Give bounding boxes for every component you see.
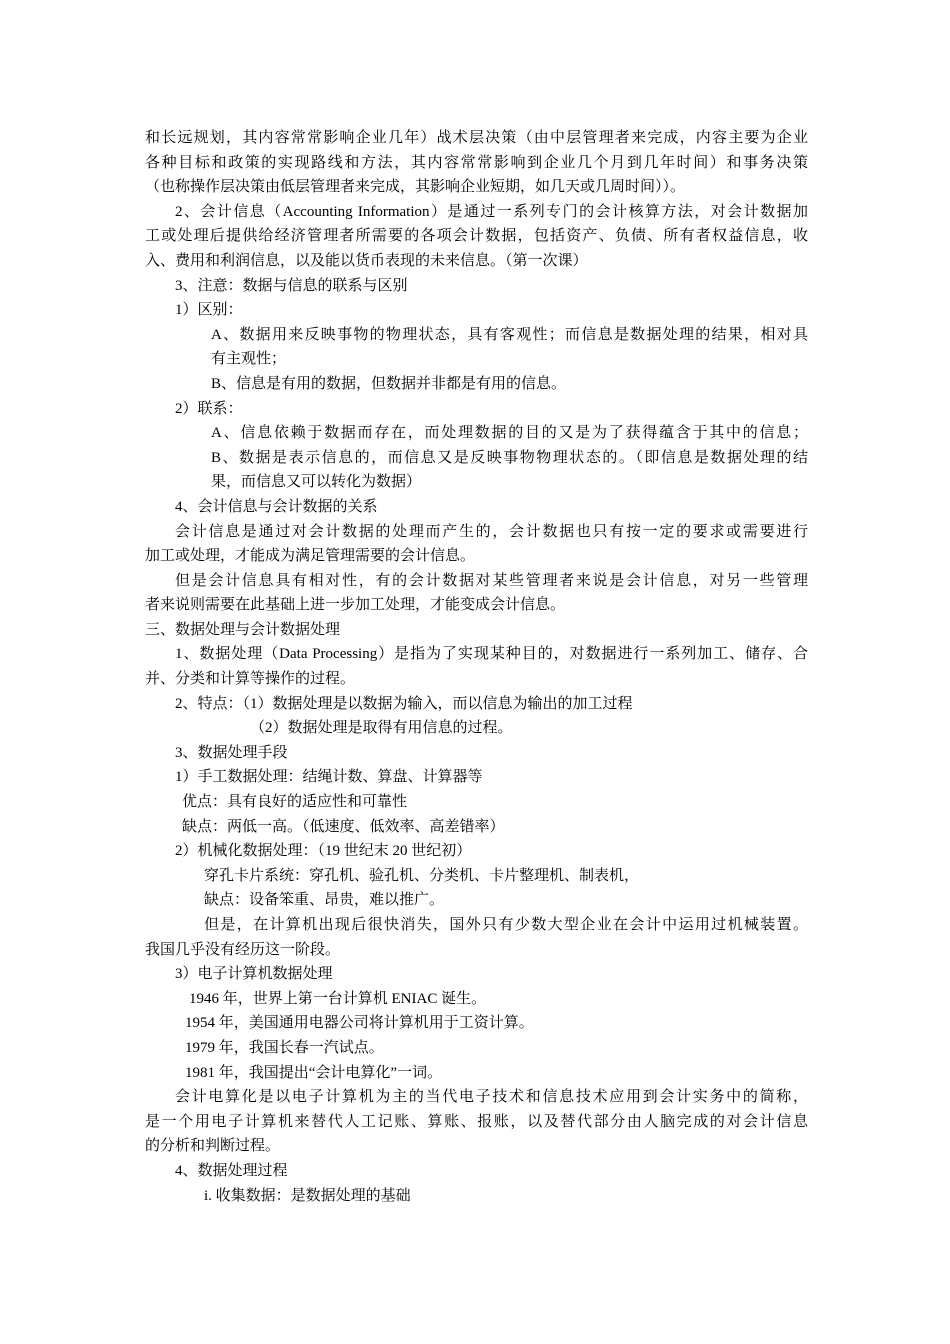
text-line: 但是会计信息具有相对性，有的会计数据对某些管理者来说是会计信息，对另一些管理 xyxy=(175,572,808,589)
text-line: （也称操作层决策由低层管理者来完成，其影响企业短期，如几天或几周时间））。 xyxy=(145,179,686,196)
text-line: 会计信息是通过对会计数据的处理而产生的，会计数据也只有按一定的要求或需要进行 xyxy=(175,523,808,540)
text-line: 的分析和判断过程。 xyxy=(145,1138,281,1155)
text-line: 工或处理后提供给经济管理者所需要的各项会计数据，包括资产、负债、所有者权益信息，收 xyxy=(145,228,808,245)
text-line: B、数据是表示信息的，而信息又是反映事物物理状态的。（即信息是数据处理的结 xyxy=(211,449,808,466)
text-line: 1979 年，我国长春一汽试点。 xyxy=(185,1039,384,1056)
text-line: 是一个用电子计算机来替代人工记账、算账、报账，以及替代部分由人脑完成的对会计信息 xyxy=(145,1113,808,1130)
text-line: A、信息依赖于数据而存在，而处理数据的目的又是为了获得蕴含于其中的信息； xyxy=(211,425,808,442)
text-line: 三、数据处理与会计数据处理 xyxy=(145,621,341,638)
text-line: 1981 年，我国提出“会计电算化”一词。 xyxy=(185,1064,443,1081)
text-line: B、信息是有用的数据，但数据并非都是有用的信息。 xyxy=(211,375,567,392)
text-line: 各种目标和政策的实现路线和方法，其内容常常影响到企业几个月到几年时间）和事务决策 xyxy=(145,154,808,171)
text-line: 有主观性； xyxy=(211,351,287,368)
text-line: 果，而信息又可以转化为数据） xyxy=(211,474,422,491)
text-line: i. 收集数据：是数据处理的基础 xyxy=(204,1187,411,1204)
text-line: 2、会计信息（Accounting Information）是通过一系列专门的会计核算方法，对会计数据加 xyxy=(175,203,808,220)
text-line: 并、分类和计算等操作的过程。 xyxy=(145,671,356,688)
text-line: 1、数据处理（Data Processing）是指为了实现某种目的，对数据进行一系列加工、储存、合 xyxy=(175,646,808,663)
text-line: 4、数据处理过程 xyxy=(175,1162,288,1179)
text-line: 我国几乎没有经历这一阶段。 xyxy=(145,941,341,958)
text-line: 缺点：设备笨重、昂贵，难以推广。 xyxy=(204,892,445,909)
text-line: 但是，在计算机出现后很快消失，国外只有少数大型企业在会计中运用过机械装置。 xyxy=(204,917,808,933)
text-line: 4、会计信息与会计数据的关系 xyxy=(175,498,378,515)
text-line: （2）数据处理是取得有用信息的过程。 xyxy=(250,720,513,737)
text-line: 加工或处理，才能成为满足管理需要的会计信息。 xyxy=(145,548,476,565)
text-line: A、数据用来反映事物的物理状态，具有客观性；而信息是数据处理的结果，相对具 xyxy=(211,326,808,343)
text-line: 1）手工数据处理：结绳计数、算盘、计算器等 xyxy=(175,769,483,786)
text-line: 缺点：两低一高。（低速度、低效率、高差错率） xyxy=(182,818,505,835)
text-line: 3、注意：数据与信息的联系与区别 xyxy=(175,277,408,294)
text-line: 2）机械化数据处理：（19 世纪末 20 世纪初） xyxy=(175,843,472,860)
document-page xyxy=(145,126,808,1208)
text-line: 和长远规划，其内容常常影响企业几年）战术层决策（由中层管理者来完成，内容主要为企业 xyxy=(145,130,808,146)
text-line: 者来说则需要在此基础上进一步加工处理，才能变成会计信息。 xyxy=(145,597,566,614)
text-line: 1）区别： xyxy=(175,302,243,319)
text-line: 1946 年，世界上第一台计算机 ENIAC 诞生。 xyxy=(189,990,487,1007)
text-line: 优点：具有良好的适应性和可靠性 xyxy=(182,794,408,811)
text-line: 2、特点：（1）数据处理是以数据为输入，而以信息为输出的加工过程 xyxy=(175,695,633,712)
text-line: 入、费用和利润信息，以及能以货币表现的未来信息。（第一次课） xyxy=(145,252,588,269)
text-line: 3）电子计算机数据处理 xyxy=(175,966,333,983)
text-line: 1954 年，美国通用电器公司将计算机用于工资计算。 xyxy=(185,1015,534,1032)
text-line: 3、数据处理手段 xyxy=(175,744,288,761)
text-line: 会计电算化是以电子计算机为主的当代电子技术和信息技术应用到会计实务中的简称， xyxy=(175,1089,808,1106)
text-line: 穿孔卡片系统：穿孔机、验孔机、分类机、卡片整理机、制表机， xyxy=(204,867,640,884)
text-line: 2）联系： xyxy=(175,400,243,417)
